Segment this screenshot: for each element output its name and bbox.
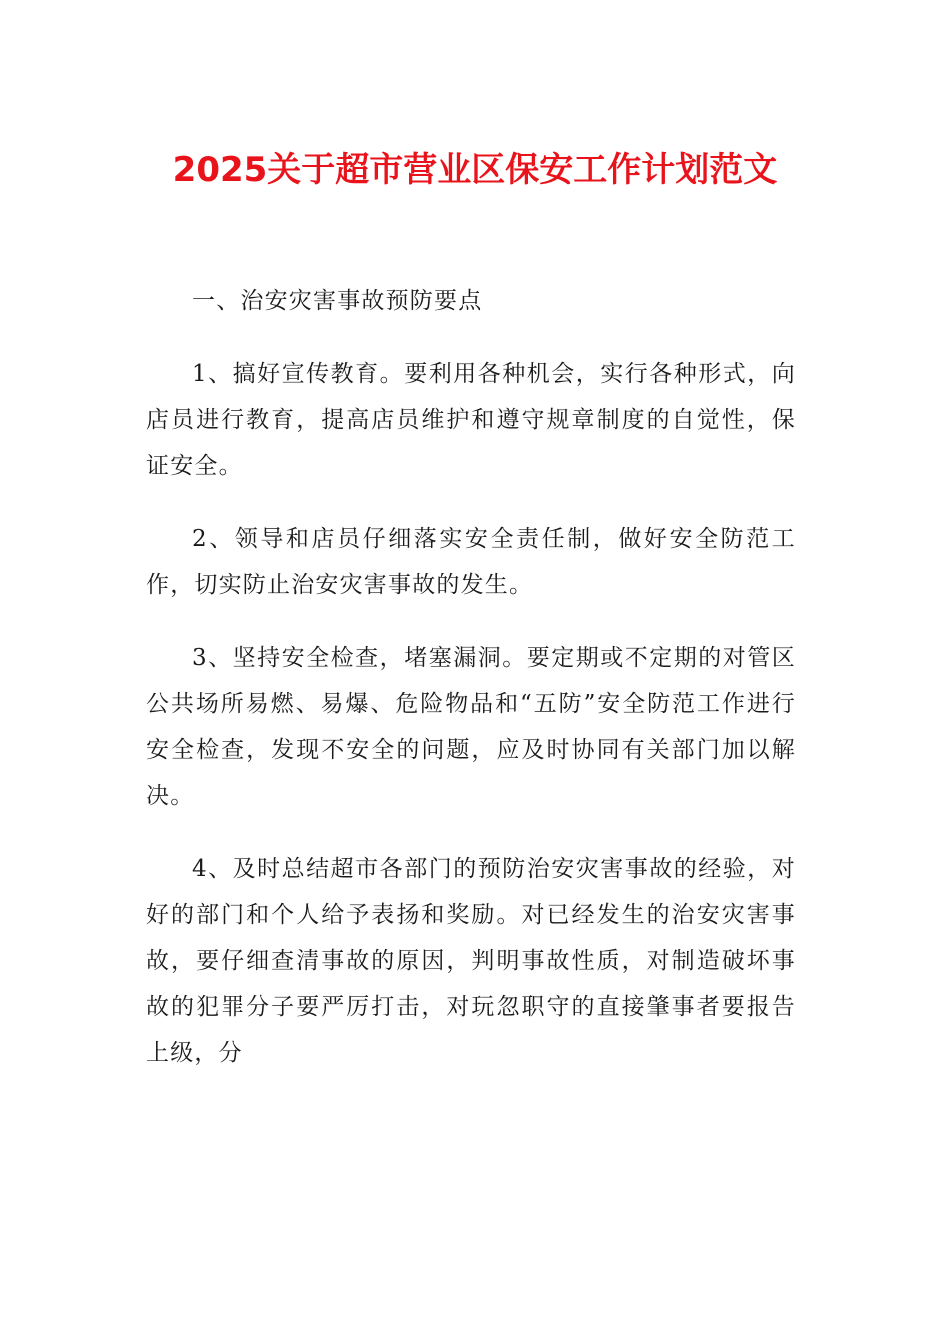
paragraph-4: 4、及时总结超市各部门的预防治安灾害事故的经验，对好的部门和个人给予表扬和奖励。对已经发生的治安灾害事故，要仔细查清事故的原因，判明事故性质，对制造破坏事故的犯罪分子要严厉打击，对玩忽职守的直接肇事者要报告上级，分 [146, 856, 796, 1066]
section-heading: 一、治安灾害事故预防要点 [192, 288, 483, 314]
document-title: 2025关于超市营业区保安工作计划范文 [172, 150, 778, 190]
document-body [146, 278, 796, 1103]
paragraph-1: 1、搞好宣传教育。要利用各种机会，实行各种形式，向店员进行教育，提高店员维护和遵守规章制度的自觉性，保证安全。 [146, 361, 796, 479]
paragraph-3: 3、坚持安全检查，堵塞漏洞。要定期或不定期的对管区公共场所易燃、易爆、危险物品和“五防”安全防范工作进行安全检查，发现不安全的问题，应及时协同有关部门加以解决。 [146, 645, 796, 809]
paragraph-2: 2、领导和店员仔细落实安全责任制，做好安全防范工作，切实防止治安灾害事故的发生。 [146, 526, 796, 598]
